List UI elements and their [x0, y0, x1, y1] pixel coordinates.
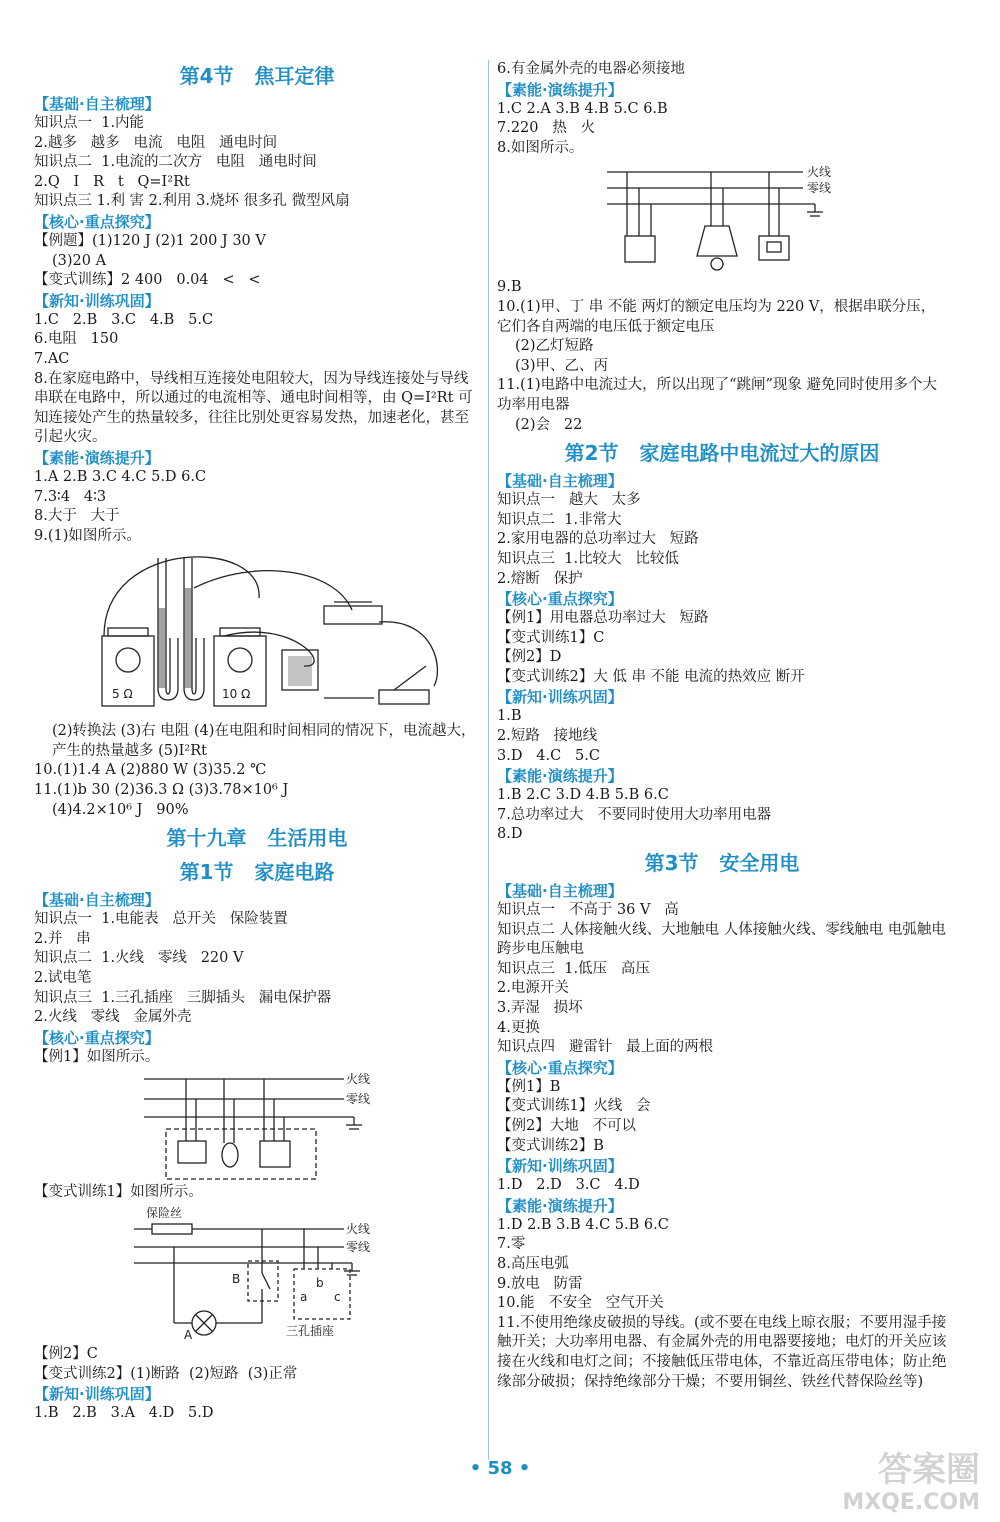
watermark-logo — [770, 1450, 980, 1516]
answer-line: 8.在家庭电路中，导线相互连接处电阻较大，因为导线连接处与导线串联在电路中，所以通过的电流相等、通电时间相等，由 Q=I²Rt 可知连接处产生的热量较多，往往比别处更容易发热，加速老化，甚至引起火灾。 — [34, 370, 473, 446]
subsection-header: 【核心·重点探究】 — [497, 1058, 623, 1077]
answer-line: 1.B 2.C 3.D 4.B 5.B 6.C — [497, 787, 669, 804]
subsection-header: 【基础·自主梳理】 — [34, 95, 160, 113]
resistor-5ohm-label: 5 Ω — [112, 687, 133, 702]
answer-line: 【例1】如图所示。 — [34, 1048, 160, 1065]
socket-pin-a-label: a — [300, 1290, 308, 1304]
subsection-header: 【素能·演练提升】 — [34, 448, 160, 467]
answer-line: 1.C 2.A 3.B 4.B 5.C 6.B — [497, 100, 668, 117]
answer-line: 3.D 4.C 5.C — [497, 747, 600, 764]
answer-line: 知识点二 1.非常大 — [497, 511, 622, 528]
answer-line: 知识点三 1.比较大 比较低 — [497, 550, 679, 567]
answer-line: 【变式训练2】B — [497, 1137, 604, 1154]
section-title-home-circuit: 第1节 家庭电路 — [179, 860, 335, 885]
answer-line: 7.3∶4 4∶3 — [34, 488, 107, 505]
answer-line: 【例2】C — [34, 1346, 98, 1362]
answer-line: 2.短路 接地线 — [497, 728, 598, 745]
answer-line: 8.大于 大于 — [34, 508, 120, 525]
block — [497, 60, 947, 158]
answer-line: 2.越多 越多 电流 电阻 通电时间 — [34, 134, 278, 151]
answer-line: 7.220 热 火 — [497, 120, 596, 137]
figure-q8-circuit — [497, 160, 947, 276]
block — [34, 94, 480, 546]
answer-line: 2.家用电器的总功率过大 短路 — [497, 531, 699, 548]
answer-line: 1.A 2.B 3.C 4.C 5.D 6.C — [34, 468, 207, 485]
answer-line: 7.总功率过大 不要同时使用大功率用电器 — [497, 806, 772, 823]
subsection-header: 【基础·自主梳理】 — [497, 882, 623, 901]
answer-line: 7.零 — [497, 1236, 526, 1253]
resistor-10ohm-label: 10 Ω — [222, 687, 251, 702]
answer-line: 【例题】(1)120 J (2)1 200 J 30 V — [34, 232, 266, 249]
subsection-header: 【核心·重点探究】 — [497, 590, 623, 609]
answer-line: 知识点一 越大 太多 — [497, 492, 641, 509]
socket-pin-b-label: b — [316, 1276, 324, 1290]
answer-line: 1.B — [497, 708, 522, 725]
block — [497, 278, 947, 435]
answer-line: 2.火线 零线 金属外壳 — [34, 1009, 192, 1026]
answer-line: 11.(1)b 30 (2)36.3 Ω (3)3.78×10⁶ J — [34, 782, 289, 799]
chapter-title-life-electricity: 第十九章 生活用电 — [166, 826, 348, 851]
subsection-header: 【素能·演练提升】 — [497, 80, 623, 99]
answer-line: 知识点三 1.低压 高压 — [497, 960, 650, 977]
answer-line: 2.Q I R t Q=I²Rt — [34, 173, 190, 190]
watermark-url: MXQE.COM — [842, 1490, 980, 1515]
block — [497, 471, 947, 845]
answer-line: 知识点二 1.火线 零线 220 V — [34, 950, 244, 967]
answer-line: 9.放电 防雷 — [497, 1275, 583, 1292]
answer-line: (2)转换法 (3)右 电阻 (4)在电阻和时间相同的情况下，电流越大，产生的热量越多 (5)I²Rt — [52, 723, 476, 759]
answer-line: 知识点三 1.利 害 2.利用 3.烧坏 很多孔 微型风扇 — [34, 193, 350, 210]
section-title-joule-law: 第4节 焦耳定律 — [179, 64, 335, 88]
answer-line: 2.试电笔 — [34, 970, 92, 987]
subsection-header: 【素能·演练提升】 — [497, 767, 623, 786]
answer-line: 知识点二 1.电流的二次方 电阻 通电时间 — [34, 154, 317, 171]
section-title-overcurrent: 第2节 家庭电路中电流过大的原因 — [564, 441, 880, 466]
subsection-header: 【新知·训练巩固】 — [34, 291, 160, 310]
answer-line: 知识点一 1.电能表 总开关 保险装置 — [34, 911, 288, 928]
subsection-header: 【基础·自主梳理】 — [34, 891, 160, 910]
answer-line: 知识点一 不高于 36 V 高 — [497, 902, 679, 919]
neutral-wire-label: 零线 — [807, 181, 832, 196]
figure-variant1-circuit — [34, 1205, 480, 1343]
answer-line: 4.更换 — [497, 1019, 540, 1036]
answer-line: 1.B 2.B 3.A 4.D 5.D — [34, 1405, 214, 1422]
subsection-header: 【新知·训练巩固】 — [497, 1157, 623, 1176]
three-hole-socket-label: 三孔插座 — [286, 1324, 335, 1338]
answer-line: 【变式训练2】大 低 串 不能 电流的热效应 断开 — [497, 668, 805, 685]
block — [34, 722, 480, 820]
subsection-header: 【新知·训练巩固】 — [34, 1385, 160, 1404]
answer-line: 1.D 2.B 3.B 4.C 5.B 6.C — [497, 1216, 669, 1233]
answer-line: 【变式训练2】(1)断路 (2)短路 (3)正常 — [34, 1365, 298, 1382]
example1-circuit-diagram — [34, 1069, 474, 1181]
block — [34, 1183, 480, 1203]
block — [497, 881, 947, 1392]
answer-line: (2)乙灯短路 — [515, 338, 594, 355]
answer-line: 2.电源开关 — [497, 980, 569, 997]
answer-line: 【变式训练】2 400 0.04 < < — [34, 272, 261, 289]
figure-example1-circuit — [34, 1069, 480, 1181]
answer-line: 6.电阻 150 — [34, 331, 119, 348]
answer-line: 8.D — [497, 826, 523, 843]
subsection-header: 【核心·重点探究】 — [34, 1028, 160, 1047]
answer-line: (4)4.2×10⁶ J 90% — [52, 801, 189, 818]
block — [34, 1345, 480, 1424]
subsection-header: 【素能·演练提升】 — [497, 1196, 623, 1215]
answer-line: 【例2】D — [497, 649, 562, 666]
answer-line: 10.(1)1.4 A (2)880 W (3)35.2 ℃ — [34, 762, 267, 779]
answer-line: 7.AC — [34, 350, 70, 367]
answer-line: (3)20 A — [52, 252, 107, 269]
figure-joule-experiment — [34, 548, 480, 720]
live-wire-label: 火线 — [346, 1222, 371, 1236]
block — [34, 890, 480, 1067]
answer-line: 3.弄湿 损坏 — [497, 1000, 583, 1016]
answer-line: 6.有金属外壳的电器必须接地 — [497, 61, 685, 77]
answer-line: 8.如图所示。 — [497, 139, 584, 156]
answer-line: 【变式训练1】如图所示。 — [34, 1184, 203, 1201]
section-title-safe-electricity: 第3节 安全用电 — [644, 851, 800, 876]
subsection-header: 【核心·重点探究】 — [34, 212, 160, 231]
neutral-wire-label: 零线 — [346, 1240, 371, 1254]
answer-line: 知识点二 人体接触火线、大地触电 人体接触火线、零线触电 电弧触电 跨步电压触电 — [497, 921, 946, 958]
answer-line: 知识点三 1.三孔插座 三脚插头 漏电保护器 — [34, 989, 332, 1006]
answer-line: 10.(1)甲、丁 串 不能 两灯的额定电压均为 220 V，根据串联分压，它们各自两端的电压低于额定电压 — [497, 298, 936, 335]
page-number: • 58 • — [469, 1458, 531, 1479]
answer-line: 2.熔断 保护 — [497, 570, 583, 587]
answer-line: 1.C 2.B 3.C 4.B 5.C — [34, 311, 214, 328]
answer-line: 【例1】用电器总功率过大 短路 — [497, 610, 709, 627]
subsection-header: 【新知·训练巩固】 — [497, 688, 623, 707]
answer-line: 【例1】B — [497, 1078, 561, 1095]
live-wire-label: 火线 — [807, 165, 832, 180]
column-divider — [488, 60, 489, 1460]
answer-line: 【变式训练1】C — [497, 629, 605, 646]
answer-line: 9.(1)如图所示。 — [34, 527, 141, 544]
answer-line: 9.B — [497, 279, 522, 296]
joule-experiment-diagram — [34, 548, 474, 720]
subsection-header: 【基础·自主梳理】 — [497, 472, 623, 491]
neutral-wire-label: 零线 — [346, 1092, 371, 1107]
answer-line: 【变式训练1】火线 会 — [497, 1098, 651, 1115]
watermark-text: 答案圈 — [878, 1450, 980, 1490]
lamp-a-label: A — [184, 1328, 193, 1342]
answer-line: 2.并 串 — [34, 930, 91, 947]
q8-circuit-diagram — [497, 160, 947, 276]
answer-line: 8.高压电弧 — [497, 1255, 569, 1272]
right-column — [497, 60, 947, 1392]
answer-line: 【例2】大地 不可以 — [497, 1117, 637, 1134]
variant1-circuit-diagram — [34, 1205, 474, 1343]
live-wire-label: 火线 — [346, 1072, 371, 1087]
answer-line: (3)甲、乙、丙 — [515, 357, 609, 374]
socket-pin-c-label: c — [334, 1290, 341, 1304]
answer-line: 知识点四 避雷针 最上面的两根 — [497, 1039, 714, 1056]
answer-line: (2)会 22 — [515, 416, 583, 433]
fuse-label: 保险丝 — [146, 1206, 183, 1220]
answer-line: 11.(1)电路中电流过大，所以出现了“跳闸”现象 避免同时使用多个大功率用电器 — [497, 377, 938, 413]
answer-line: 知识点一 1.内能 — [34, 115, 145, 131]
answer-line: 10.能 不安全 空气开关 — [497, 1295, 664, 1312]
answer-line: 1.D 2.D 3.C 4.D — [497, 1177, 640, 1194]
left-column — [34, 58, 480, 1424]
answer-line: 11.不使用绝缘皮破损的导线。(或不要在电线上晾衣服；不要用湿手接触开关；大功率用电器、有金属外壳的用电器要接地；电灯的开关应该接在火线和电灯之间；不接触低压带电体，不靠近高压带电体；防止绝缘部分破损；保持绝缘部分干燥；不要用铜丝、铁丝代替保险丝等) — [497, 1314, 947, 1390]
switch-b-label: B — [232, 1272, 241, 1286]
